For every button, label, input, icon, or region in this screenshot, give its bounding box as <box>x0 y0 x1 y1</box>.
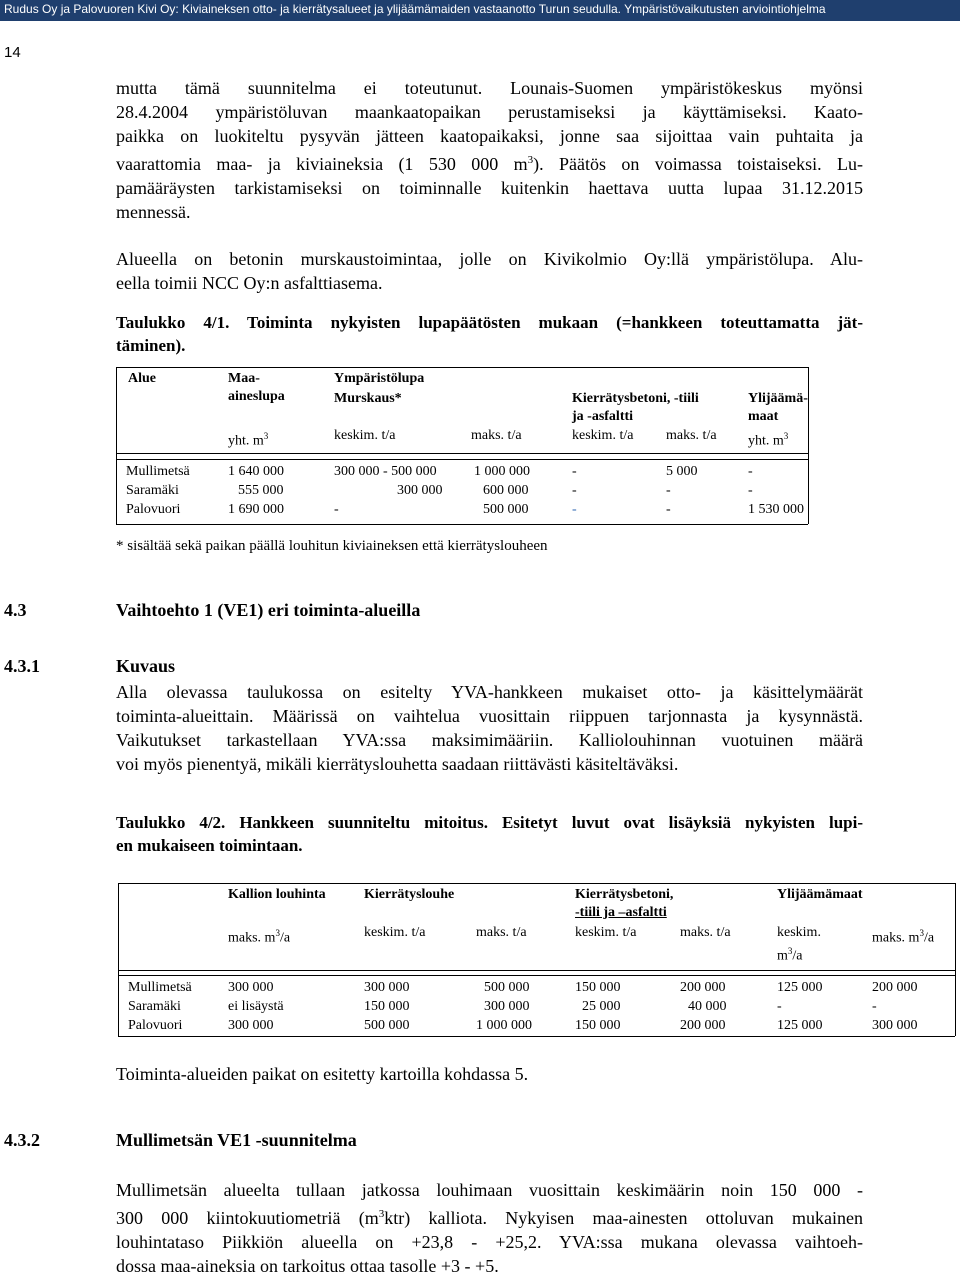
table-2-caption <box>116 811 863 857</box>
text-fragment: ktr) kalliota. Nykyisen maa-ainesten ottoluvan mukainen <box>384 1208 863 1228</box>
table-border <box>955 883 956 1036</box>
table-cell: - <box>572 483 577 498</box>
unit-cell: keskim. t/a <box>364 925 426 940</box>
col-header-murskaus: Murskaus* <box>334 391 402 406</box>
table-cell: 150 000 <box>364 999 410 1014</box>
superscript: 3 <box>787 946 793 956</box>
caption-line: täminen). <box>116 336 186 355</box>
col-header-maa: aineslupa <box>228 389 285 404</box>
text-line: pamääräysten tarkistamiseksi on toiminnalle kuitenkin haettava uutta lupaa 31.12.2015 <box>116 178 863 198</box>
unit-cell <box>777 942 803 966</box>
table-border <box>116 367 117 524</box>
col-header-kierratys: Kierrätysbetoni, -tiili <box>572 391 699 406</box>
text-line: voi myös pienentyä, mikäli kierrätyslouhetta saadaan riittävästi käsiteltäväksi. <box>116 754 679 774</box>
table-cell: 300 000 <box>484 999 530 1014</box>
col-header-ylijaamamaat: Ylijäämämaat <box>777 887 863 902</box>
col-header-alue: Alue <box>128 371 156 386</box>
unit-text: /a <box>923 930 935 946</box>
table-cell: 200 000 <box>872 980 918 995</box>
table-border <box>116 367 808 368</box>
table-cell: 150 000 <box>575 980 621 995</box>
table-row-label: Saramäki <box>128 999 181 1014</box>
unit-text: yht. m <box>228 433 264 449</box>
table-cell: 500 000 <box>484 980 530 995</box>
unit-cell <box>748 427 788 451</box>
text-fragment: vaarattomia maa- ja kiviaineksia (1 530 000 m <box>116 154 528 174</box>
paragraph-kuvaus <box>116 680 863 776</box>
text-line <box>116 148 863 176</box>
table-cell: - <box>748 483 753 498</box>
table-cell: 1 690 000 <box>228 502 284 517</box>
paragraph-mullimetsa <box>116 1178 863 1278</box>
unit-cell: maks. t/a <box>476 925 527 940</box>
table-cell: - <box>572 502 577 517</box>
unit-cell: keskim. t/a <box>572 428 634 443</box>
paragraph-1 <box>116 76 863 224</box>
table-cell: 150 000 <box>575 1018 621 1033</box>
unit-cell <box>228 427 268 451</box>
table-row-label: Palovuori <box>128 1018 183 1033</box>
running-header <box>0 0 960 21</box>
unit-cell: maks. t/a <box>680 925 731 940</box>
unit-cell: maks. t/a <box>471 428 522 443</box>
unit-cell <box>228 924 290 948</box>
table-border <box>116 459 808 460</box>
superscript: 3 <box>275 928 280 938</box>
unit-text: /a <box>279 930 291 946</box>
text-line: 28.4.2004 ympäristöluvan maankaatopaikan perustamiseksi ja käyttämiseksi. Kaato- <box>116 102 863 122</box>
page-number: 14 <box>4 44 21 61</box>
unit-cell: keskim. t/a <box>334 428 396 443</box>
table-cell: 500 000 <box>483 502 529 517</box>
table-cell: 300 000 <box>364 980 410 995</box>
table-cell: - <box>334 502 339 517</box>
superscript: 3 <box>263 431 269 441</box>
table-border <box>116 524 808 525</box>
table-cell: 300 000 - 500 000 <box>334 464 437 479</box>
table-cell: 1 000 000 <box>474 464 530 479</box>
table-border <box>118 970 955 971</box>
text-fragment: 300 000 kiintokuutiometriä (m <box>116 1208 379 1228</box>
col-header-kierratyslouhe: Kierrätyslouhe <box>364 887 455 902</box>
text-line: Mullimetsän alueelta tullaan jatkossa louhimaan vuosittain keskimäärin noin 150 000 - <box>116 1180 863 1200</box>
table-cell: - <box>572 464 577 479</box>
table-row-label: Saramäki <box>126 483 179 498</box>
text-line: mennessä. <box>116 202 191 222</box>
table-cell: 300 000 <box>397 483 443 498</box>
caption-line: en mukaiseen toimintaan. <box>116 836 303 855</box>
caption-line: Taulukko 4/1. Toiminta nykyisten lupapäätösten mukaan (=hankkeen toteuttamatta jät- <box>116 313 863 332</box>
table-1-caption <box>116 311 863 357</box>
table-cell: 200 000 <box>680 1018 726 1033</box>
section-title: Mullimetsän VE1 -suunnitelma <box>116 1130 357 1150</box>
text-line: dossa maa-aineksia on tarkoitus ottaa tasolle +3 - +5. <box>116 1256 499 1276</box>
table-row-label: Mullimetsä <box>126 464 190 479</box>
table-cell: - <box>872 999 877 1014</box>
text-line: Alla olevassa taulukossa on esitelty YVA-hankkeen mukaiset otto- ja käsittelymäärät <box>116 682 863 702</box>
col-header-kierratysbetoni <box>575 904 667 922</box>
text-line: paikka on luokiteltu pysyvän jätteen kaatopaikaksi, jonne saa sijoittaa vain puhtaita ja <box>116 126 863 146</box>
table-cell: 1 000 000 <box>476 1018 532 1033</box>
unit-text: maks. m <box>872 930 920 946</box>
section-title: Kuvaus <box>116 656 176 676</box>
table-cell: 40 000 <box>688 999 727 1014</box>
table-cell: 25 000 <box>582 999 621 1014</box>
table-cell: 555 000 <box>238 483 284 498</box>
table-border <box>118 1036 955 1037</box>
text-line: louhintataso Piikkiön alueella on +23,8 - +25,2. YVA:ssa mukana olevassa vaihtoeh- <box>116 1232 863 1252</box>
section-number: 4.3.2 <box>4 1130 40 1150</box>
table-cell: - <box>666 502 671 517</box>
table-border <box>808 367 809 524</box>
table-cell: 600 000 <box>483 483 529 498</box>
table-cell: 500 000 <box>364 1018 410 1033</box>
table-border <box>118 883 119 1036</box>
text-line: mutta tämä suunnitelma ei toteutunut. Lounais-Suomen ympäristökeskus myönsi <box>116 78 863 98</box>
section-number: 4.3 <box>4 600 27 620</box>
table-1-footnote: * sisältää sekä paikan päällä louhitun kiviaineksen että kierrätyslouheen <box>116 538 548 554</box>
text-fragment: ). Päätös on voimassa toistaiseksi. Lu- <box>533 154 864 174</box>
section-title: Vaihtoehto 1 (VE1) eri toiminta-alueilla <box>116 600 421 620</box>
table-border <box>118 883 955 884</box>
table-cell: 1 640 000 <box>228 464 284 479</box>
unit-cell <box>872 924 934 948</box>
superscript: 3 <box>783 431 789 441</box>
maps-reference: Toiminta-alueiden paikat on esitetty kartoilla kohdassa 5. <box>116 1064 529 1084</box>
table-border <box>118 975 955 976</box>
col-header-ymparistolupa: Ympäristölupa <box>334 371 425 386</box>
unit-text: maks. m <box>228 930 276 946</box>
table-cell: 5 000 <box>666 464 698 479</box>
table-cell: - <box>666 483 671 498</box>
unit-cell: maks. t/a <box>666 428 717 443</box>
col-header-ylijaama: maat <box>748 409 779 424</box>
col-header-kallion-louhinta: Kallion louhinta <box>228 887 326 902</box>
unit-text: /a <box>792 948 803 964</box>
section-number: 4.3.1 <box>4 656 40 676</box>
superscript: 3 <box>919 928 924 938</box>
text-line: Vaikutukset tarkastellaan YVA:ssa maksimimääriin. Kalliolouhinnan vuotuinen määrä <box>116 730 863 750</box>
col-header-kierratysbetoni: Kierrätysbetoni, <box>575 887 674 902</box>
table-cell: 125 000 <box>777 980 823 995</box>
table-row-label: Palovuori <box>126 502 181 517</box>
unit-text: m <box>777 948 788 964</box>
table-cell: 125 000 <box>777 1018 823 1033</box>
col-header-ylijaama: Ylijäämä- <box>748 391 808 406</box>
table-cell: - <box>748 464 753 479</box>
table-cell: 300 000 <box>228 980 274 995</box>
table-border <box>116 453 808 454</box>
table-cell: ei lisäystä <box>228 999 284 1014</box>
unit-text: yht. m <box>748 433 784 449</box>
text-line: Alueella on betonin murskaustoimintaa, jolle on Kivikolmio Oy:llä ympäristölupa. Alu- <box>116 249 863 269</box>
table-cell: 300 000 <box>872 1018 918 1033</box>
col-header-kierratys: ja -asfaltti <box>572 409 634 424</box>
col-header-maa: Maa- <box>228 371 260 386</box>
table-cell: 1 530 000 <box>748 502 804 517</box>
unit-cell: keskim. <box>777 925 821 940</box>
text-line: eella toimii NCC Oy:n asfalttiasema. <box>116 273 383 293</box>
table-row-label: Mullimetsä <box>128 980 192 995</box>
text-line <box>116 1202 863 1230</box>
running-header-title: Rudus Oy ja Palovuoren Kivi Oy: Kiviaineksen otto- ja kierrätysalueet ja ylijäämämaiden vastaanotto Turun seudulla. Ympäristövaikutusten arviointiohjelma <box>4 2 826 16</box>
table-cell: 300 000 <box>228 1018 274 1033</box>
superscript: 3 <box>527 154 534 166</box>
header-text: -tiili ja –asfaltti <box>575 905 667 920</box>
caption-line: Taulukko 4/2. Hankkeen suunniteltu mitoitus. Esitetyt luvut ovat lisäyksiä nykyisten lupi- <box>116 813 863 832</box>
paragraph-2 <box>116 247 863 295</box>
text-line: toiminta-alueittain. Määrissä on vaihtelua vuosittain riippuen tarjonnasta ja kysynnästä. <box>116 706 863 726</box>
table-cell: - <box>777 999 782 1014</box>
superscript: 3 <box>378 1208 385 1220</box>
unit-cell: keskim. t/a <box>575 925 637 940</box>
table-cell: 200 000 <box>680 980 726 995</box>
